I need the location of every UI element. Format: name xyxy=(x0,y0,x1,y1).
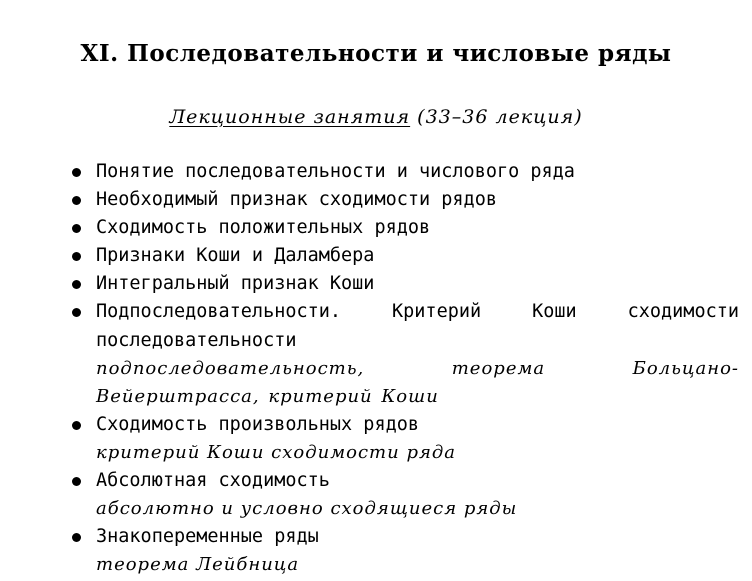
bullet-icon xyxy=(72,308,81,317)
topic-list xyxy=(72,158,739,579)
lecture-subtitle-range: (33–36 лекция) xyxy=(410,106,583,128)
topic-label: Подпоследовательности. Критерий Коши сходимости последовательности xyxy=(96,301,739,351)
section-title: XI. Последовательности и числовые ряды xyxy=(80,40,672,67)
bullet-icon xyxy=(72,196,81,205)
topic-note: подпоследовательность, теорема Больцано-Вейерштрасса, критерий Коши xyxy=(96,357,739,407)
topic-label: Интегральный признак Коши xyxy=(96,273,375,295)
topic-note: теорема Лейбница xyxy=(96,554,300,576)
topic-note: абсолютно и условно сходящиеся ряды xyxy=(96,498,518,520)
bullet-icon xyxy=(72,224,81,233)
bullet-icon xyxy=(72,168,81,177)
topic-label: Понятие последовательности и числового ряда xyxy=(96,161,575,182)
list-item xyxy=(72,298,739,410)
list-item xyxy=(72,523,739,579)
list-item xyxy=(72,467,739,523)
list-item xyxy=(72,411,739,467)
topic-label: Абсолютная сходимость xyxy=(96,470,330,492)
lecture-subtitle xyxy=(0,106,752,128)
bullet-icon xyxy=(72,477,81,486)
topic-label: Знакопеременные ряды xyxy=(96,526,319,548)
topic-label: Признаки Коши и Даламбера xyxy=(96,245,375,267)
list-item xyxy=(72,242,739,270)
list-item xyxy=(72,214,739,242)
bullet-icon xyxy=(72,533,81,542)
bullet-icon xyxy=(72,421,81,430)
list-item xyxy=(72,186,739,214)
list-item xyxy=(72,158,739,186)
topic-label: Необходимый признак сходимости рядов xyxy=(96,189,497,211)
list-item xyxy=(72,270,739,298)
topic-label: Сходимость произвольных рядов xyxy=(96,413,420,435)
bullet-icon xyxy=(72,280,81,289)
topic-note: критерий Коши сходимости ряда xyxy=(96,441,457,463)
bullet-icon xyxy=(72,252,81,261)
lecture-subtitle-underlined: Лекционные занятия xyxy=(169,106,411,128)
topic-label: Сходимость положительных рядов xyxy=(96,217,431,239)
